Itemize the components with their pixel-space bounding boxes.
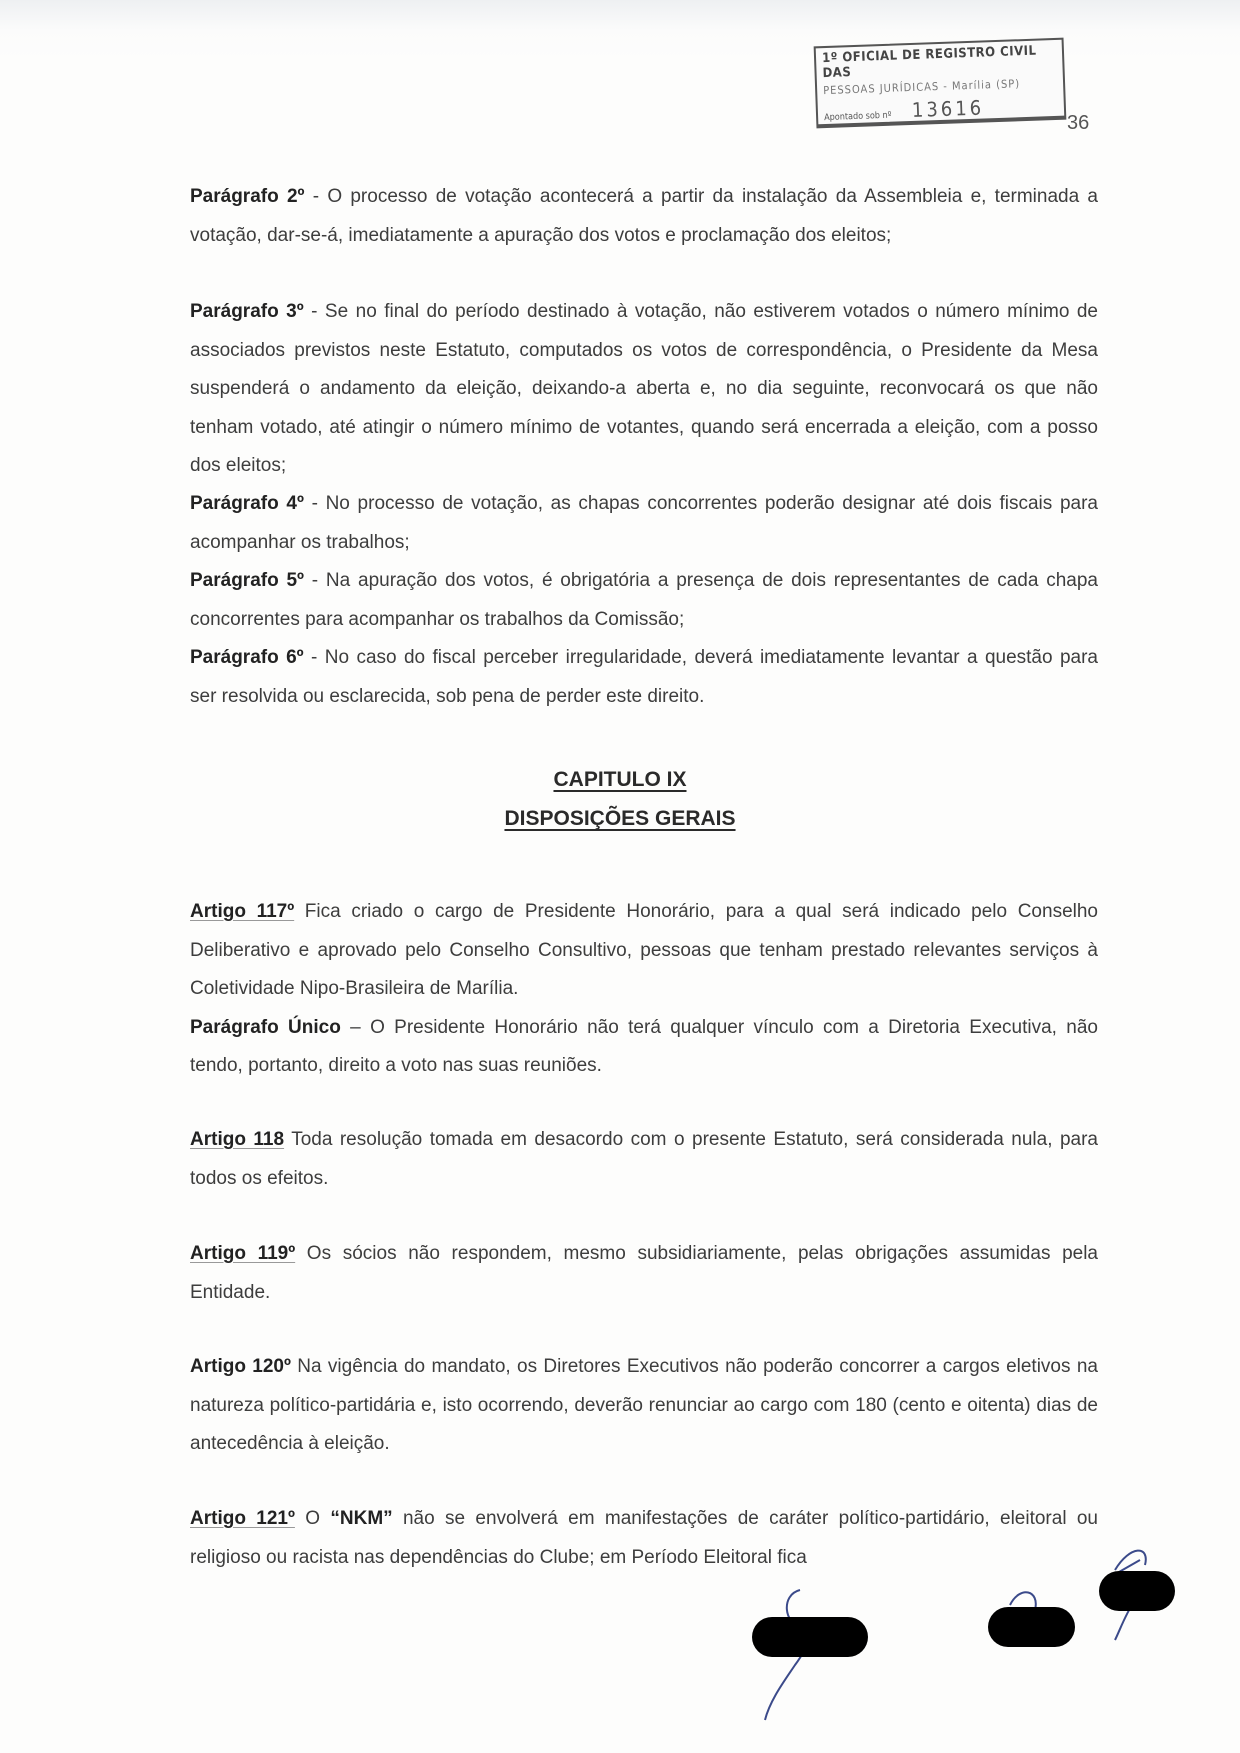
article-120	[190, 1348, 1098, 1464]
paragraph-unico-label: Parágrafo Único	[190, 1016, 341, 1038]
article-text: Os sócios não respondem, mesmo subsidiariamente, pelas obrigações assumidas pela Entidade.	[190, 1243, 1099, 1303]
paragraph-text: - Se no final do período destinado à votação, não estiverem votados o número mínimo de associados previstos neste Estatuto, computados os votos de correspondência, o Presidente da Mesa suspenderá o andamento da eleição, deixando-a aberta e, no dia seguinte, reconvocará os que não tenham votado, até atingir o número mínimo de votantes, quando será encerrada a eleição, com a posso dos eleitos;	[190, 301, 1098, 476]
paragraph-6	[190, 639, 1098, 716]
article-text: não se envolverá em manifestações de caráter político-partidário, eleitoral ou religioso ou racista nas dependências do Clube; em Período Eleitoral fica	[190, 1508, 1099, 1568]
paragraph-4	[190, 485, 1098, 562]
article-121	[190, 1500, 1098, 1577]
article-label: Artigo 119º	[190, 1243, 296, 1264]
article-label: Artigo 121º	[190, 1508, 295, 1529]
paragraph-unico-text: – O Presidente Honorário não terá qualquer vínculo com a Diretoria Executiva, não tendo, portanto, direito a voto nas suas reuniões.	[190, 1016, 1098, 1076]
paragraph-label: Parágrafo 6º	[190, 647, 304, 668]
paragraph-label: Parágrafo 2º	[190, 186, 305, 207]
paragraph-label: Parágrafo 4º	[190, 493, 304, 514]
stamp-number: 13616	[911, 95, 985, 122]
paragraph-label: Parágrafo 5º	[190, 570, 305, 591]
redaction-block	[988, 1607, 1075, 1647]
article-text-pre: O	[294, 1508, 331, 1529]
article-text: Toda resolução tomada em desacordo com o presente Estatuto, será considerada nula, para todos os efeitos.	[190, 1129, 1098, 1189]
article-text: Na vigência do mandato, os Diretores Executivos não poderão concorrer a cargos eletivos na natureza político-partidária e, isto ocorrendo, deverão renunciar ao cargo com 180 (cento e oitenta) dias de antecedência à eleição.	[190, 1356, 1098, 1454]
chapter-number: CAPITULO IX	[553, 768, 687, 791]
stamp-line-3	[824, 93, 1059, 125]
stamp-line-1: 1º OFICIAL DE REGISTRO CIVIL DAS	[821, 43, 1037, 82]
page-number: 36	[1067, 112, 1090, 134]
paragraph-text: - O processo de votação acontecerá a partir da instalação da Assembleia e, terminada a votação, dar-se-á, imediatamente a apuração dos votos e proclamação dos eleitos;	[190, 186, 1098, 246]
article-119	[190, 1235, 1098, 1312]
article-text: Fica criado o cargo de Presidente Honorário, para a qual será indicado pelo Conselho Deliberativo e aprovado pelo Conselho Consultivo, pessoas que tenham prestado relevantes serviços à Coletividade Nipo-Brasileira de Marília.	[190, 901, 1098, 999]
paragraph-label: Parágrafo 3º	[190, 301, 304, 322]
article-label: Artigo 120º	[190, 1356, 291, 1377]
stamp-line-2: PESSOAS JURÍDICAS - Marília (SP)	[822, 77, 1021, 98]
chapter-title: DISPOSIÇÕES GERAIS	[504, 807, 736, 830]
paragraph-3	[190, 293, 1098, 486]
article-118	[190, 1121, 1098, 1198]
article-label: Artigo 118	[190, 1129, 285, 1150]
paragraph-text: - No caso do fiscal perceber irregularidade, deverá imediatamente levantar a questão para ser resolvida ou esclarecida, sob pena de perder este direito.	[190, 647, 1098, 707]
article-117	[190, 893, 1098, 1086]
registry-stamp	[814, 38, 1067, 129]
redaction-block	[1099, 1571, 1175, 1611]
paragraph-text: - No processo de votação, as chapas concorrentes poderão designar até dois fiscais para acompanhar os trabalhos;	[190, 493, 1098, 553]
paragraph-text: - Na apuração dos votos, é obrigatória a presença de dois representantes de cada chapa concorrentes para acompanhar os trabalhos da Comissão;	[190, 570, 1098, 630]
article-label: Artigo 117º	[190, 901, 295, 922]
nkm-name: “NKM”	[330, 1508, 393, 1529]
redaction-block	[752, 1617, 868, 1657]
paragraph-2	[190, 178, 1098, 255]
paragraph-5	[190, 562, 1098, 639]
stamp-label: Apontado sob nº	[823, 110, 892, 124]
